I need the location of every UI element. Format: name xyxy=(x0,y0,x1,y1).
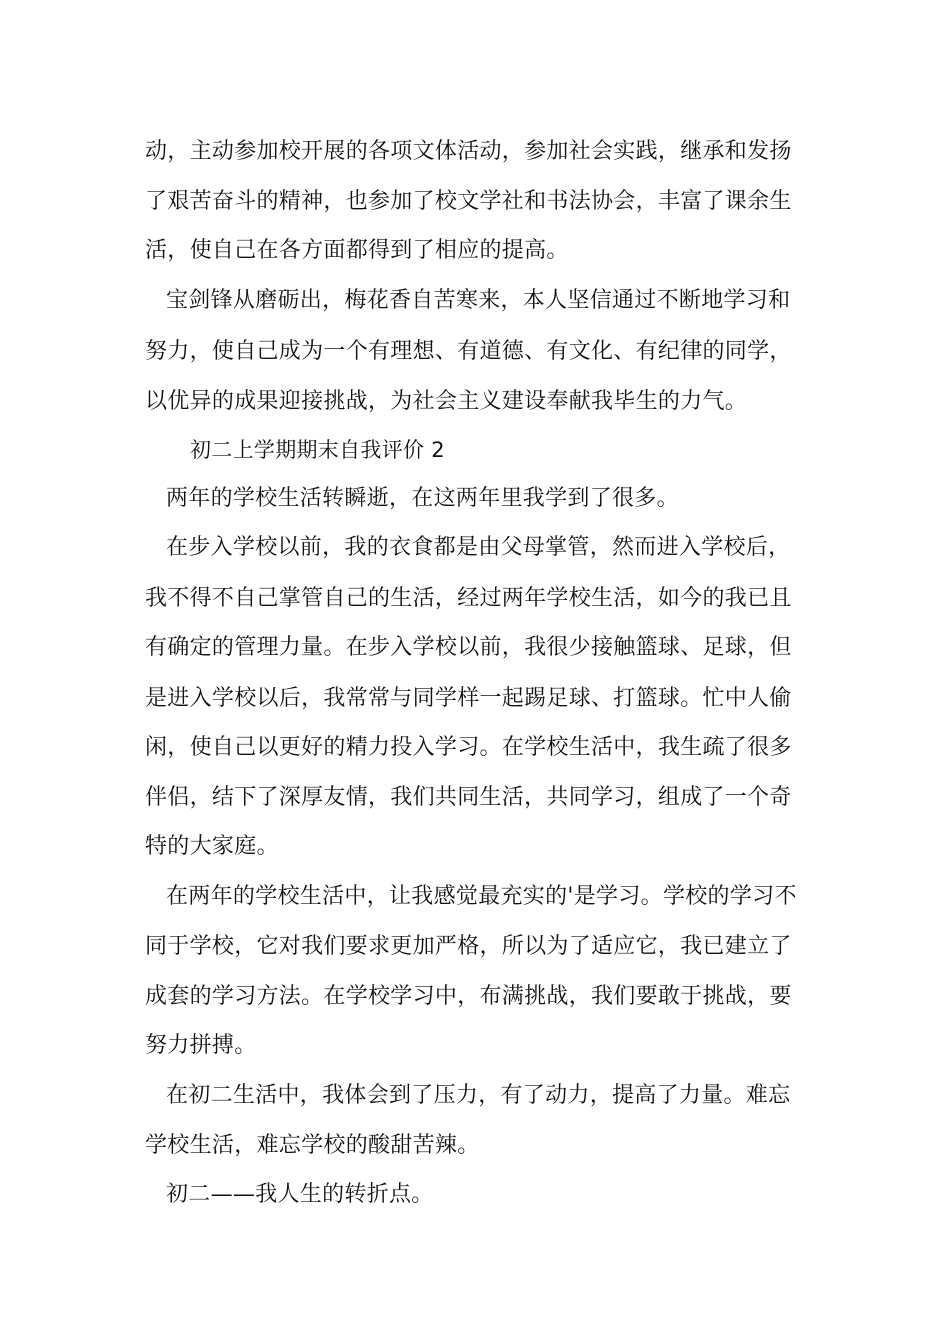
paragraph-line: 学校生活，难忘学校的酸甜苦辣。 xyxy=(145,1133,480,1158)
paragraph-line: 动，主动参加校开展的各项文体活动，参加社会实践，继承和发扬 xyxy=(145,139,792,164)
paragraph-line: 有确定的管理力量。在步入学校以前，我很少接触篮球、足球，但 xyxy=(145,635,792,660)
section-heading: 初二上学期期末自我评价 2 xyxy=(190,438,445,462)
paragraph-line: 在初二生活中，我体会到了压力，有了动力，提高了力量。难忘 xyxy=(166,1083,791,1108)
paragraph-line: 伴侣，结下了深厚友情，我们共同生活，共同学习，组成了一个奇 xyxy=(145,785,792,810)
paragraph-line: 闲，使自己以更好的精力投入学习。在学校生活中，我生疏了很多 xyxy=(145,735,792,760)
paragraph-line: 活，使自己在各方面都得到了相应的提高。 xyxy=(145,238,569,263)
paragraph-line: 以优异的成果迎接挑战，为社会主义建设奉献我毕生的力气。 xyxy=(145,389,748,414)
paragraph-line: 努力拼搏。 xyxy=(145,1033,257,1058)
paragraph-line: 我不得不自己掌管自己的生活，经过两年学校生活，如今的我已且 xyxy=(145,586,792,611)
paragraph-line: 特的大家庭。 xyxy=(145,834,279,859)
paragraph-line: 两年的学校生活转瞬逝，在这两年里我学到了很多。 xyxy=(166,486,679,511)
paragraph-line: 初二——我人生的转折点。 xyxy=(166,1182,434,1207)
paragraph-line: 是进入学校以后，我常常与同学样一起踢足球、打篮球。忙中人偷 xyxy=(145,686,792,711)
paragraph-line: 成套的学习方法。在学校学习中，布满挑战，我们要敢于挑战，要 xyxy=(145,984,792,1009)
paragraph-line: 在两年的学校生活中，让我感觉最充实的'是学习。学校的学习不 xyxy=(166,884,797,909)
paragraph-line: 了艰苦奋斗的精神，也参加了校文学社和书法协会，丰富了课余生 xyxy=(145,189,792,214)
paragraph-line: 在步入学校以前，我的衣食都是由父母掌管，然而进入学校后， xyxy=(166,535,791,560)
paragraph-line: 努力，使自己成为一个有理想、有道德、有文化、有纪律的同学， xyxy=(145,339,792,364)
paragraph-line: 宝剑锋从磨砺出，梅花香自苦寒来，本人坚信通过不断地学习和 xyxy=(166,288,791,313)
paragraph-line: 同于学校，它对我们要求更加严格，所以为了适应它，我已建立了 xyxy=(145,934,792,959)
